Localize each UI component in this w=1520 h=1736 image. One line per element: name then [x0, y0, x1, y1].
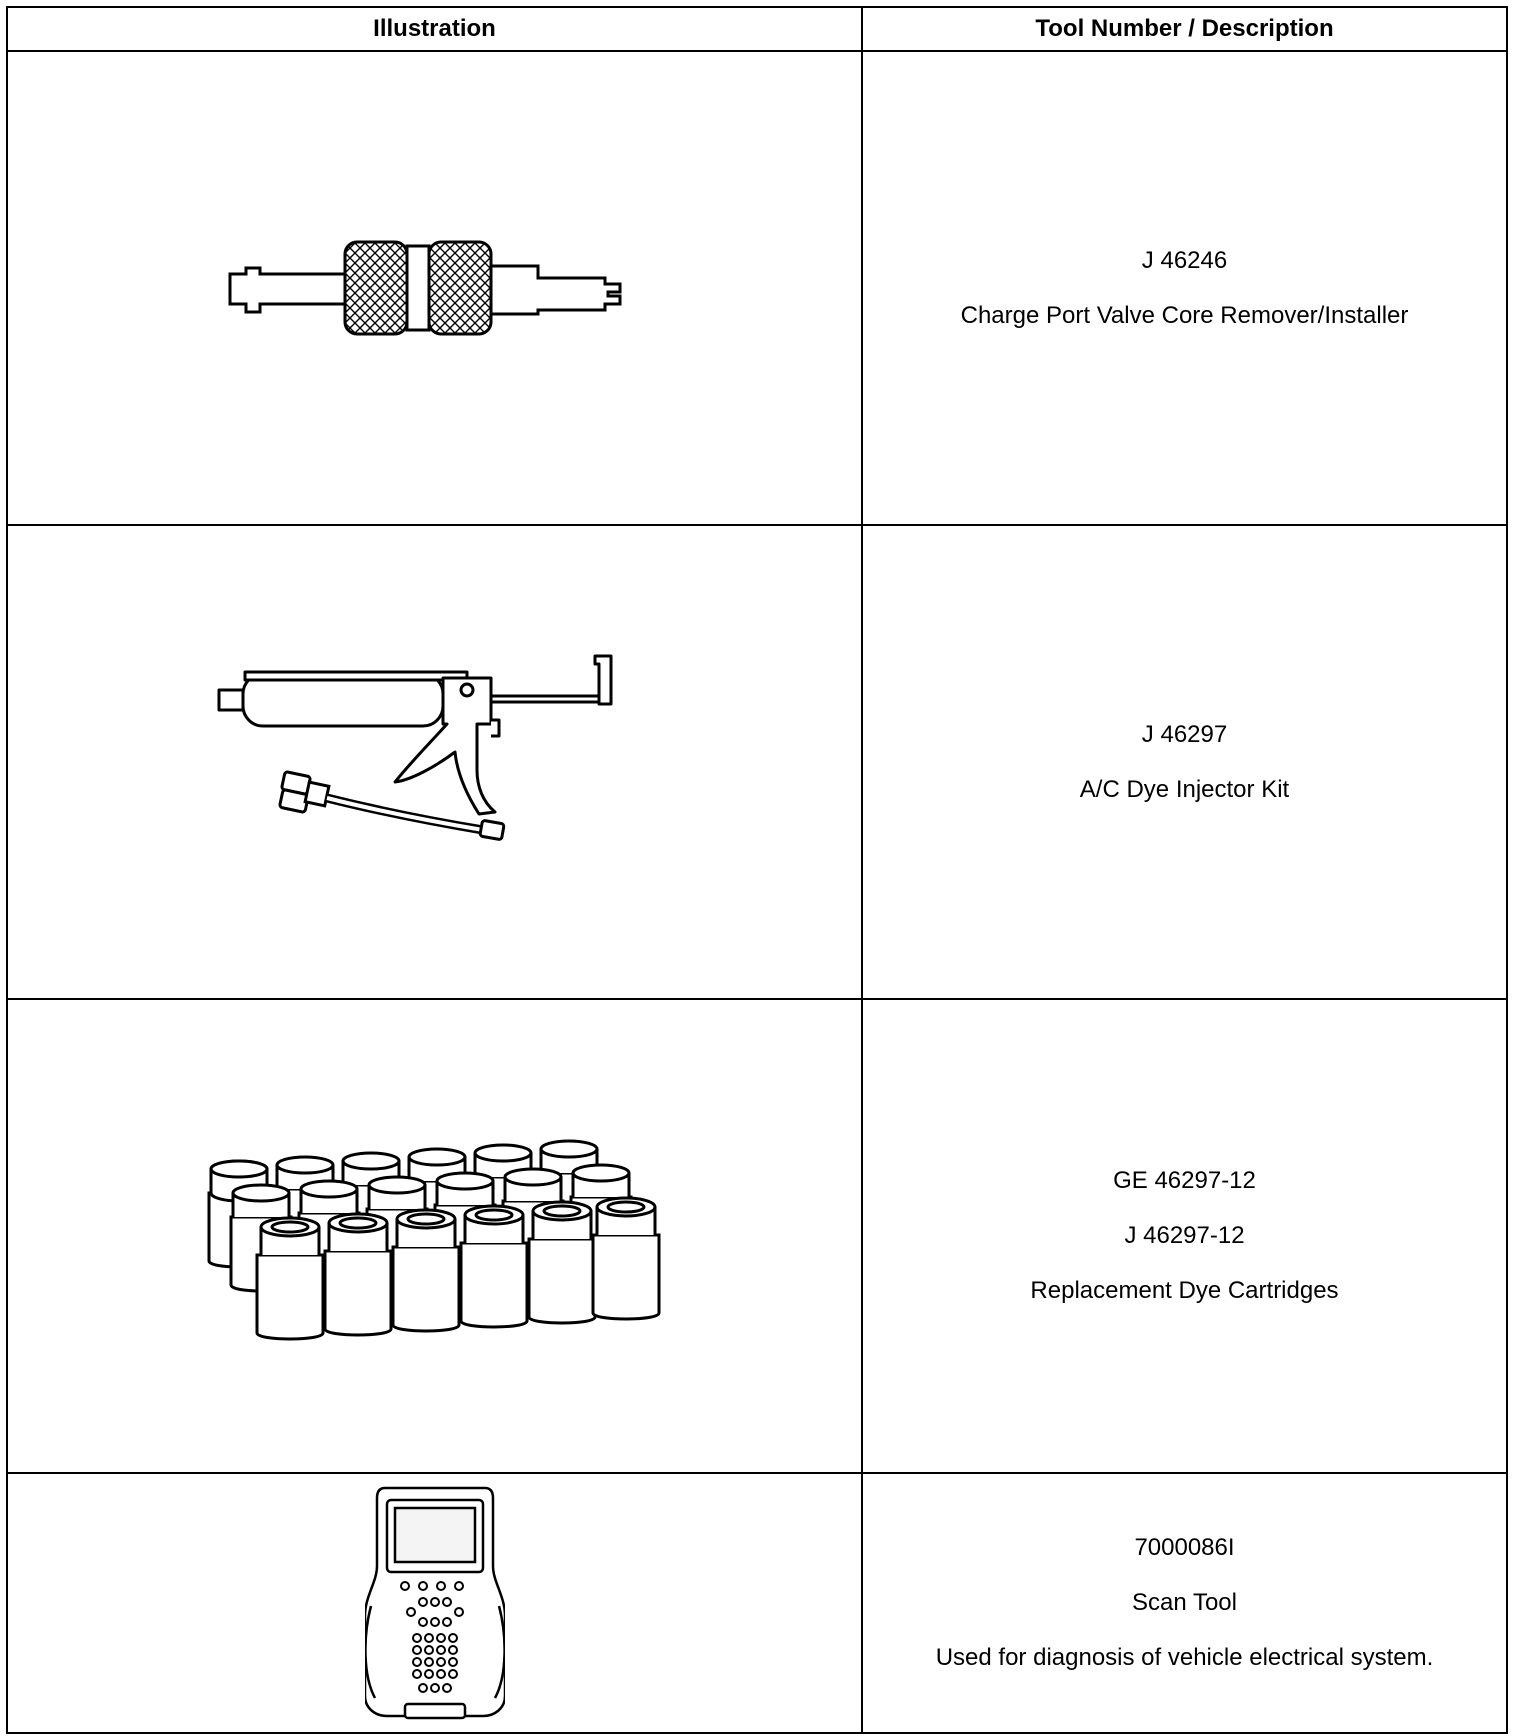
tool-number: GE 46297-12 [1113, 1167, 1256, 1194]
tool-number-alt: J 46297-12 [1124, 1222, 1245, 1249]
table-row [7, 999, 1507, 1473]
dye-cartridges-icon [205, 1121, 665, 1351]
tool-description: Used for diagnosis of vehicle electrical system. [935, 1644, 1434, 1671]
table-row [7, 1473, 1507, 1733]
tool-number: J 46246 [1141, 246, 1228, 274]
table-header-row [7, 7, 1507, 51]
tool-description: Replacement Dye Cartridges [1030, 1277, 1339, 1304]
illustration-cell [7, 51, 862, 525]
illustration-cell [7, 1473, 862, 1733]
dye-injector-icon [215, 652, 655, 872]
tool-table [6, 6, 1508, 1734]
tool-description: Charge Port Valve Core Remover/Installer [960, 301, 1409, 329]
tool-number: J 46297 [1141, 720, 1228, 748]
tool-description: A/C Dye Injector Kit [1079, 775, 1290, 803]
table-row [7, 525, 1507, 999]
table-row [7, 51, 1507, 525]
header-description: Tool Number / Description [862, 7, 1507, 51]
description-cell [862, 1473, 1507, 1733]
tool-name: Scan Tool [1132, 1589, 1237, 1616]
scan-tool-icon [365, 1486, 505, 1720]
header-illustration: Illustration [7, 7, 862, 51]
tool-number: 7000086I [1134, 1534, 1235, 1561]
description-cell [862, 525, 1507, 999]
valve-core-tool-icon [220, 228, 650, 348]
description-cell [862, 51, 1507, 525]
illustration-cell [7, 999, 862, 1473]
description-cell [862, 999, 1507, 1473]
illustration-cell [7, 525, 862, 999]
